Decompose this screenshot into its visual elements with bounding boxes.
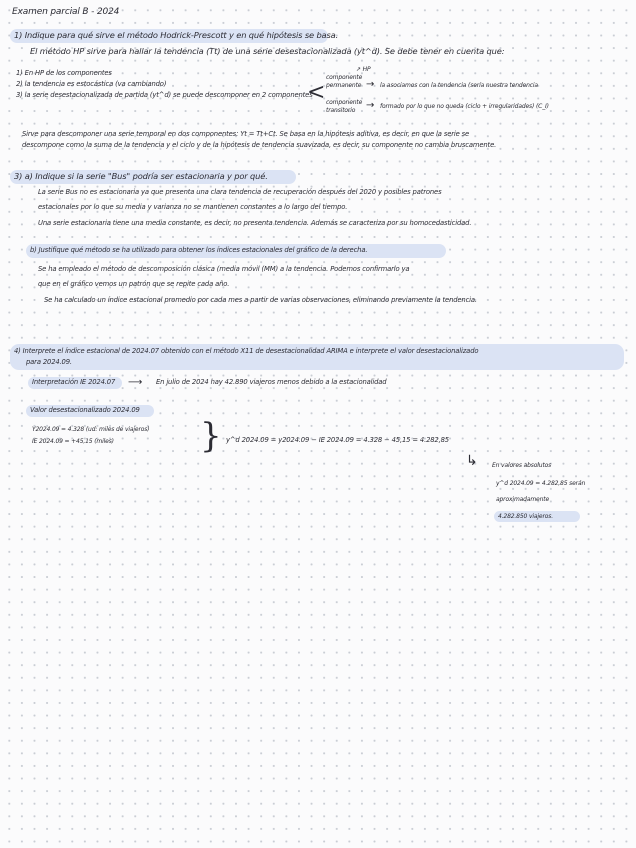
q3a-line-1: La serie Bus no es estacionaria ya que presenta una clara tendencia de recuperación después del 2020 y posibles patrones	[38, 188, 442, 196]
q1-item-3: 3) la serie desestacionalizada de partida (yt^d) se puede descomponer en 2 componentes	[16, 91, 313, 99]
question-3a: 3) a) Indique si la serie "Bus" podría ser estacionaria y por qué.	[14, 171, 268, 181]
question-3b: b) Justifique qué método se ha utilizado para obtener los índices estacionales del gráfico de la derecha.	[30, 246, 368, 254]
abs-line-2: y^d 2024.09 = 4.282,85 serán	[496, 480, 586, 487]
q1-para-2: descompone como la suma de la tendencia y el ciclo y de la hipótesis de tendencia suavizada, es decir, su componente no cambia bruscamente.	[22, 141, 497, 149]
interp-label: Interpretación IE 2024.07	[32, 378, 116, 386]
q1-para-1: Sirve para descomponer una serie temporal en dos componentes: Yt = Tt+Ct. Se basa en la hipótesis aditiva, es decir, en que la serie se	[22, 130, 470, 138]
arrow-right-icon: →	[366, 79, 375, 90]
brace-icon: <	[307, 80, 326, 105]
q1-side-top: ↗ HP	[356, 66, 371, 73]
q3a-line-3: Una serie estacionaria tiene una media constante, es decir, no presenta tendencia. Además se caracteriza por su homocedasticidad.	[38, 219, 472, 227]
q3b-line-1: Se ha empleado el método de descomposición clásica (media móvil (MM) a la tendencia. Podemos confirmarlo ya	[38, 265, 410, 273]
q1-comp1-desc: la asociamos con la tendencia (sería nuestra tendencia	[380, 82, 538, 89]
abs-line-3: aproximadamente	[496, 496, 549, 503]
q3b-line-2: que en el gráfico vemos un patrón que se repite cada año.	[38, 280, 230, 288]
q3b-line-3: Se ha calculado un índice estacional promedio por cada mes a partir de varias observaciones, eliminando previamente la tendencia.	[44, 296, 477, 304]
question-1: 1) Indique para qué sirve el método Hodrick-Prescott y en qué hipótesis se basa.	[14, 30, 339, 40]
given-ie: IE 2024.09 = +45,15 (miles)	[32, 438, 114, 445]
q1-comp2-desc: formado por lo que no queda (ciclo + irregularidades) (C_I)	[380, 103, 549, 110]
abs-line-4: 4.282.850 viajeros.	[498, 513, 554, 520]
valor-label: Valor desestacionalizado 2024.09	[30, 406, 140, 414]
given-y: Y2024.09 = 4.328 (ud: miles de viajeros)	[32, 426, 150, 433]
interp-text: En julio de 2024 hay 42.890 viajeros menos debido a la estacionalidad	[156, 378, 387, 386]
q1-comp1-label: componente permanente	[326, 74, 363, 89]
arrow-right-icon: →	[366, 100, 375, 111]
brace-icon: }	[200, 416, 222, 456]
abs-line-1: En valores absolutos	[492, 462, 552, 469]
question-4-line1: 4) Interprete el índice estacional de 2024.07 obtenido con el método X11 de desestacionalidad ARIMA e interprete el valor desestacionalizado	[14, 347, 479, 355]
page-title: Examen parcial B - 2024	[12, 7, 120, 17]
q1-comp2-label: componente transitorio	[326, 99, 363, 114]
question-4-line2: para 2024.09.	[26, 358, 72, 366]
q1-item-2: 2) la tendencia es estocástica (va cambiando)	[16, 80, 167, 88]
q3a-line-2: estacionales por lo que su media y varianza no se mantienen constantes a lo largo del tiempo.	[38, 203, 348, 211]
q1-line1: El método HP sirve para hallar la tendencia (Tt) de una serie desestacionalizada (yt^d). Se debe tener en cuenta que:	[30, 46, 505, 56]
arrow-right-icon: ⟶	[128, 377, 143, 388]
formula: y^d 2024.09 = y2024.09 − IE 2024.09 = 4.328 − 45,15 = 4.282,85	[226, 436, 449, 444]
q1-item-1: 1) En HP de los componentes	[16, 69, 112, 77]
curved-arrow-icon: ↳	[466, 453, 478, 469]
